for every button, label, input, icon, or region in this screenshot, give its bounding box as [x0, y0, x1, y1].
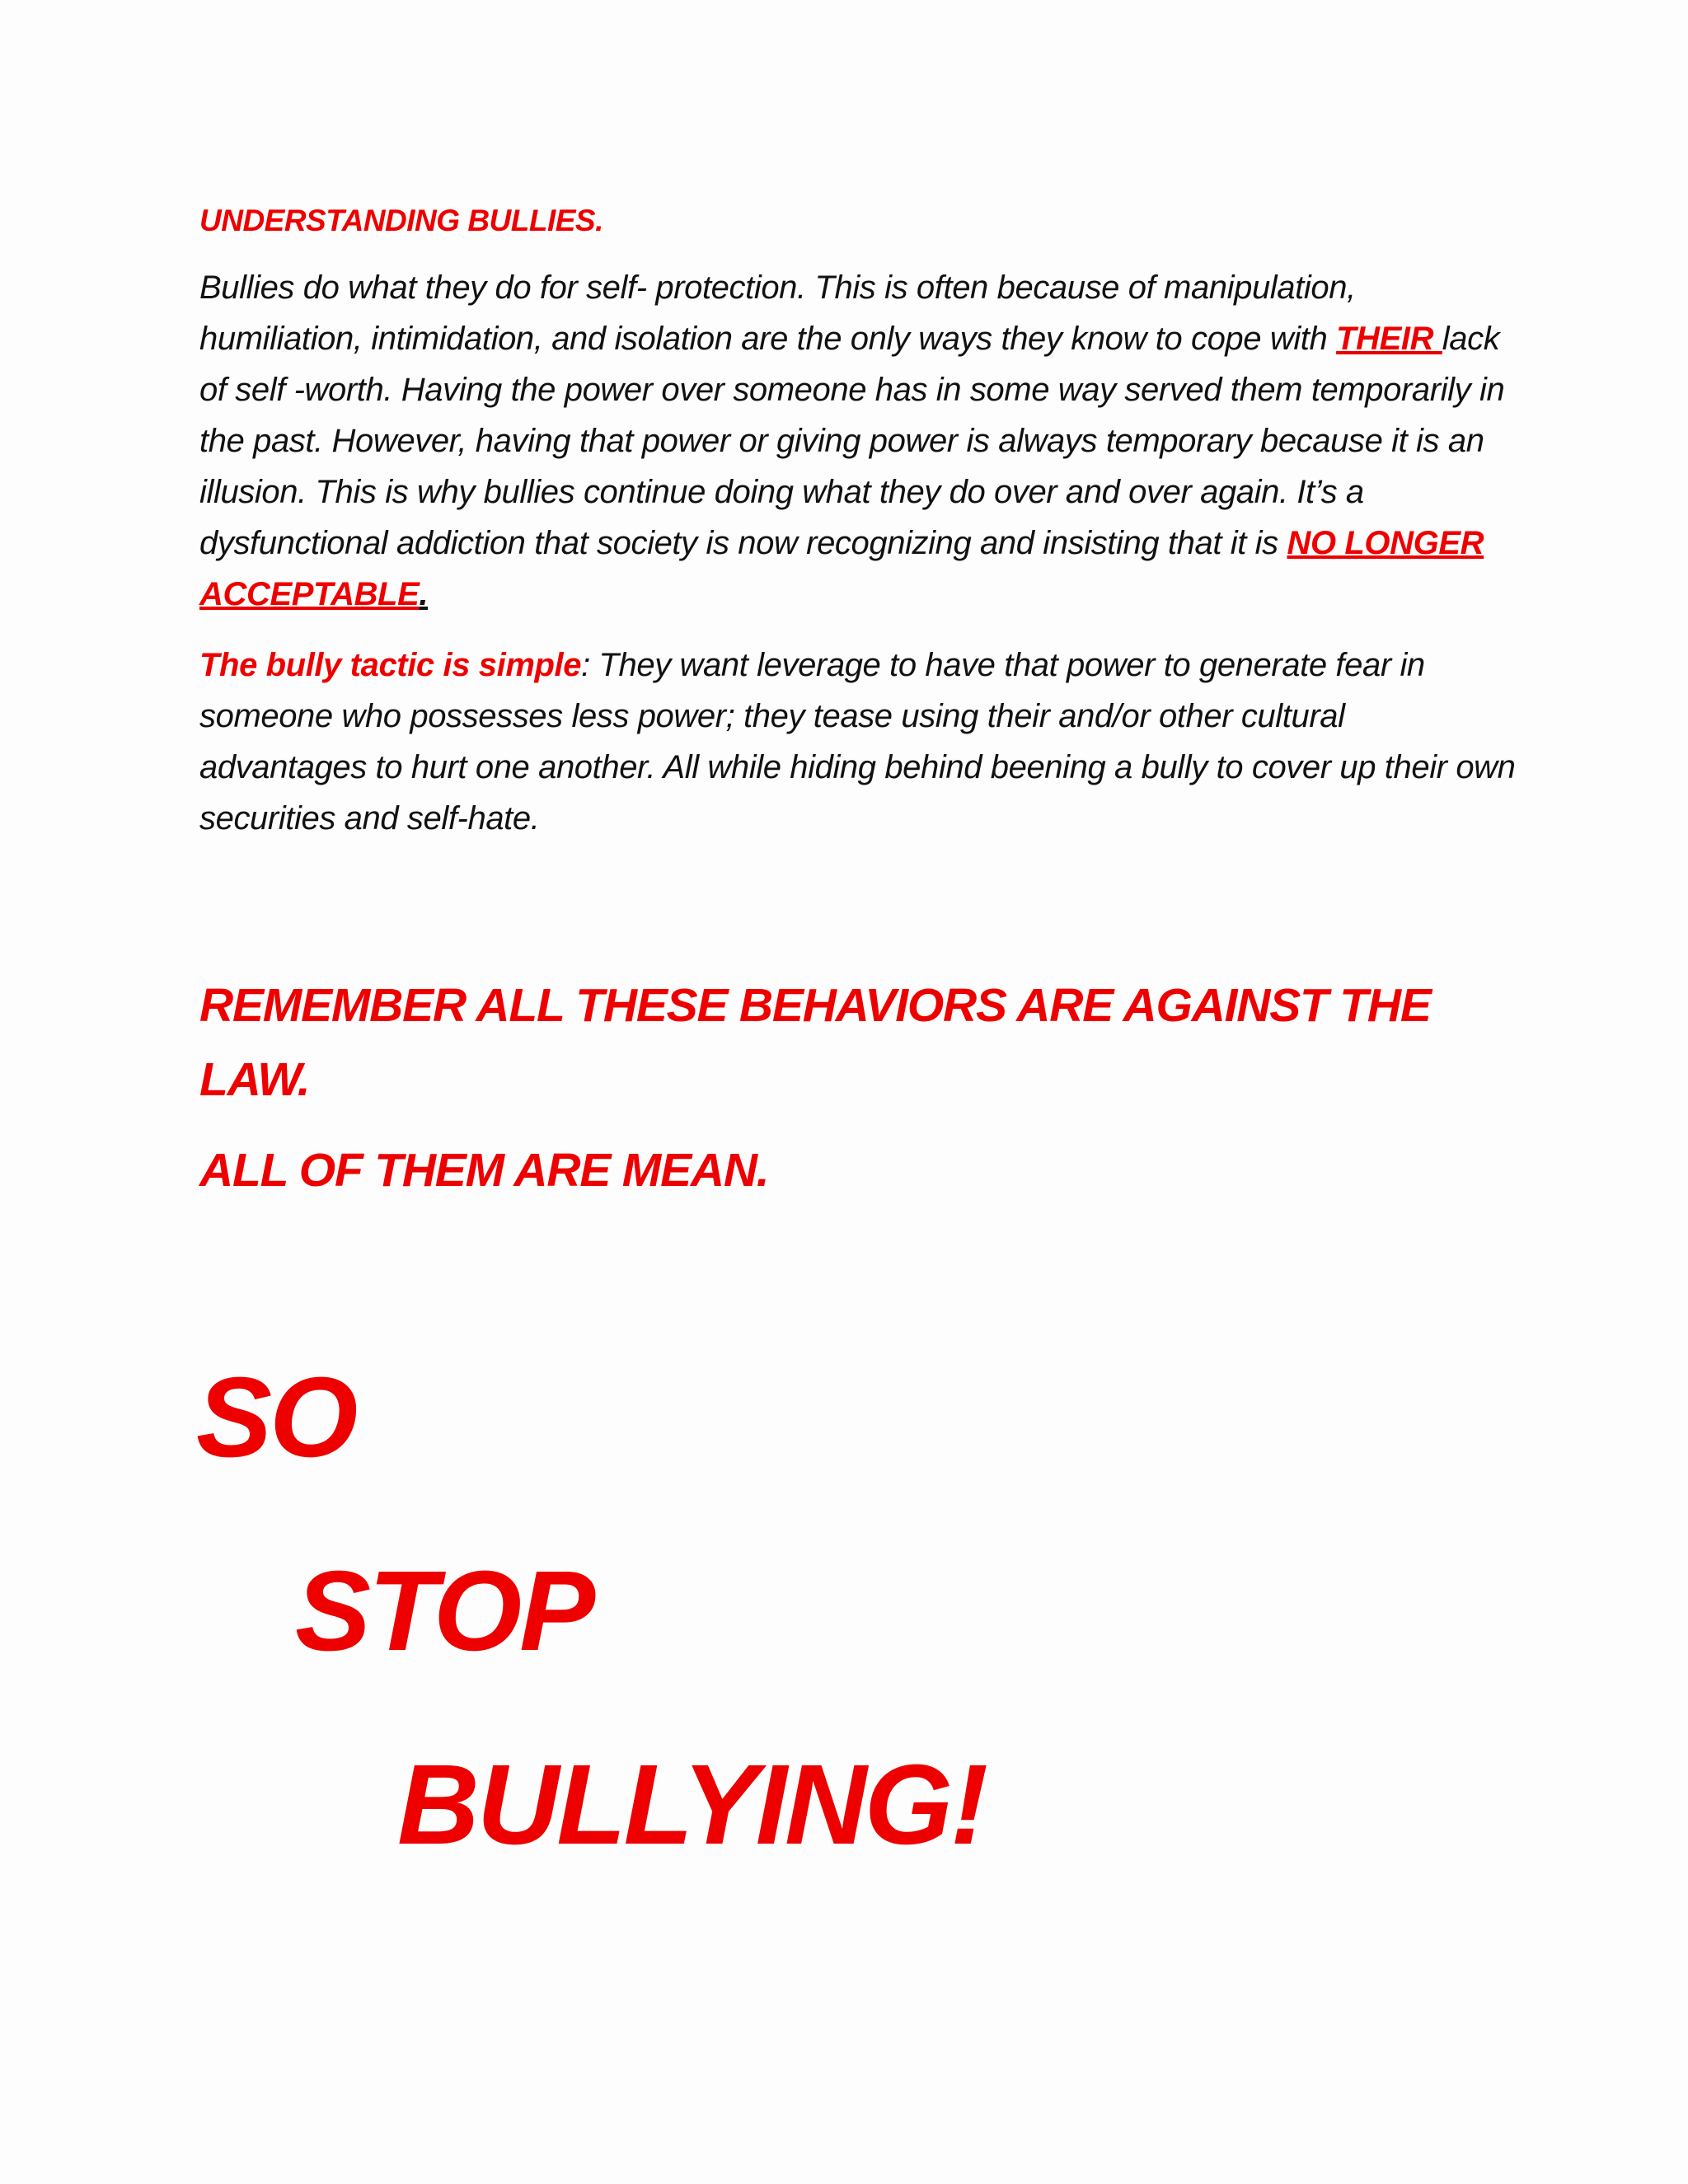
- emphasis-period: .: [419, 576, 429, 612]
- tactic-lead: The bully tactic is simple: [199, 647, 582, 683]
- slogan-stop: STOP: [295, 1548, 593, 1675]
- paragraph-text: Bullies do what they do for self- protection. This is often because of manipulation, humiliation, intimidation, and isolation are the only ways they know to cope with: [199, 269, 1356, 357]
- slogan-bullying: BULLYING!: [397, 1741, 987, 1868]
- paragraph-text: : They want leverage to have that power to generate fear in someone who possesses less power; they tease using their and/or other cultural advantages to hurt one another. All while hiding behind beening a bully to cover up their own securities and self-hate.: [199, 647, 1516, 837]
- paragraph-tactic: [199, 640, 1518, 844]
- slogan-so: SO: [196, 1354, 356, 1481]
- emphasis-their: THEIR: [1336, 321, 1442, 357]
- mean-statement: ALL OF THEM ARE MEAN.: [199, 1144, 769, 1197]
- emphasis-no-longer-acceptable: NO LONGER ACCEPTABLE: [199, 525, 1484, 612]
- remember-statement: REMEMBER ALL THESE BEHAVIORS ARE AGAINST THE LAW.: [199, 979, 1431, 1106]
- paragraph-understanding: [199, 262, 1518, 620]
- page-title: UNDERSTANDING BULLIES.: [199, 204, 603, 237]
- paragraph-text: lack of self -worth. Having the power over someone has in some way served them temporarily in the past. However, having that power or giving power is always temporary because it is an illusion. This is why bullies continue doing what they do over and over again. It’s a dysfunctional addiction that society is now recognizing and insisting that it is: [199, 321, 1505, 561]
- document-body: [199, 198, 1518, 864]
